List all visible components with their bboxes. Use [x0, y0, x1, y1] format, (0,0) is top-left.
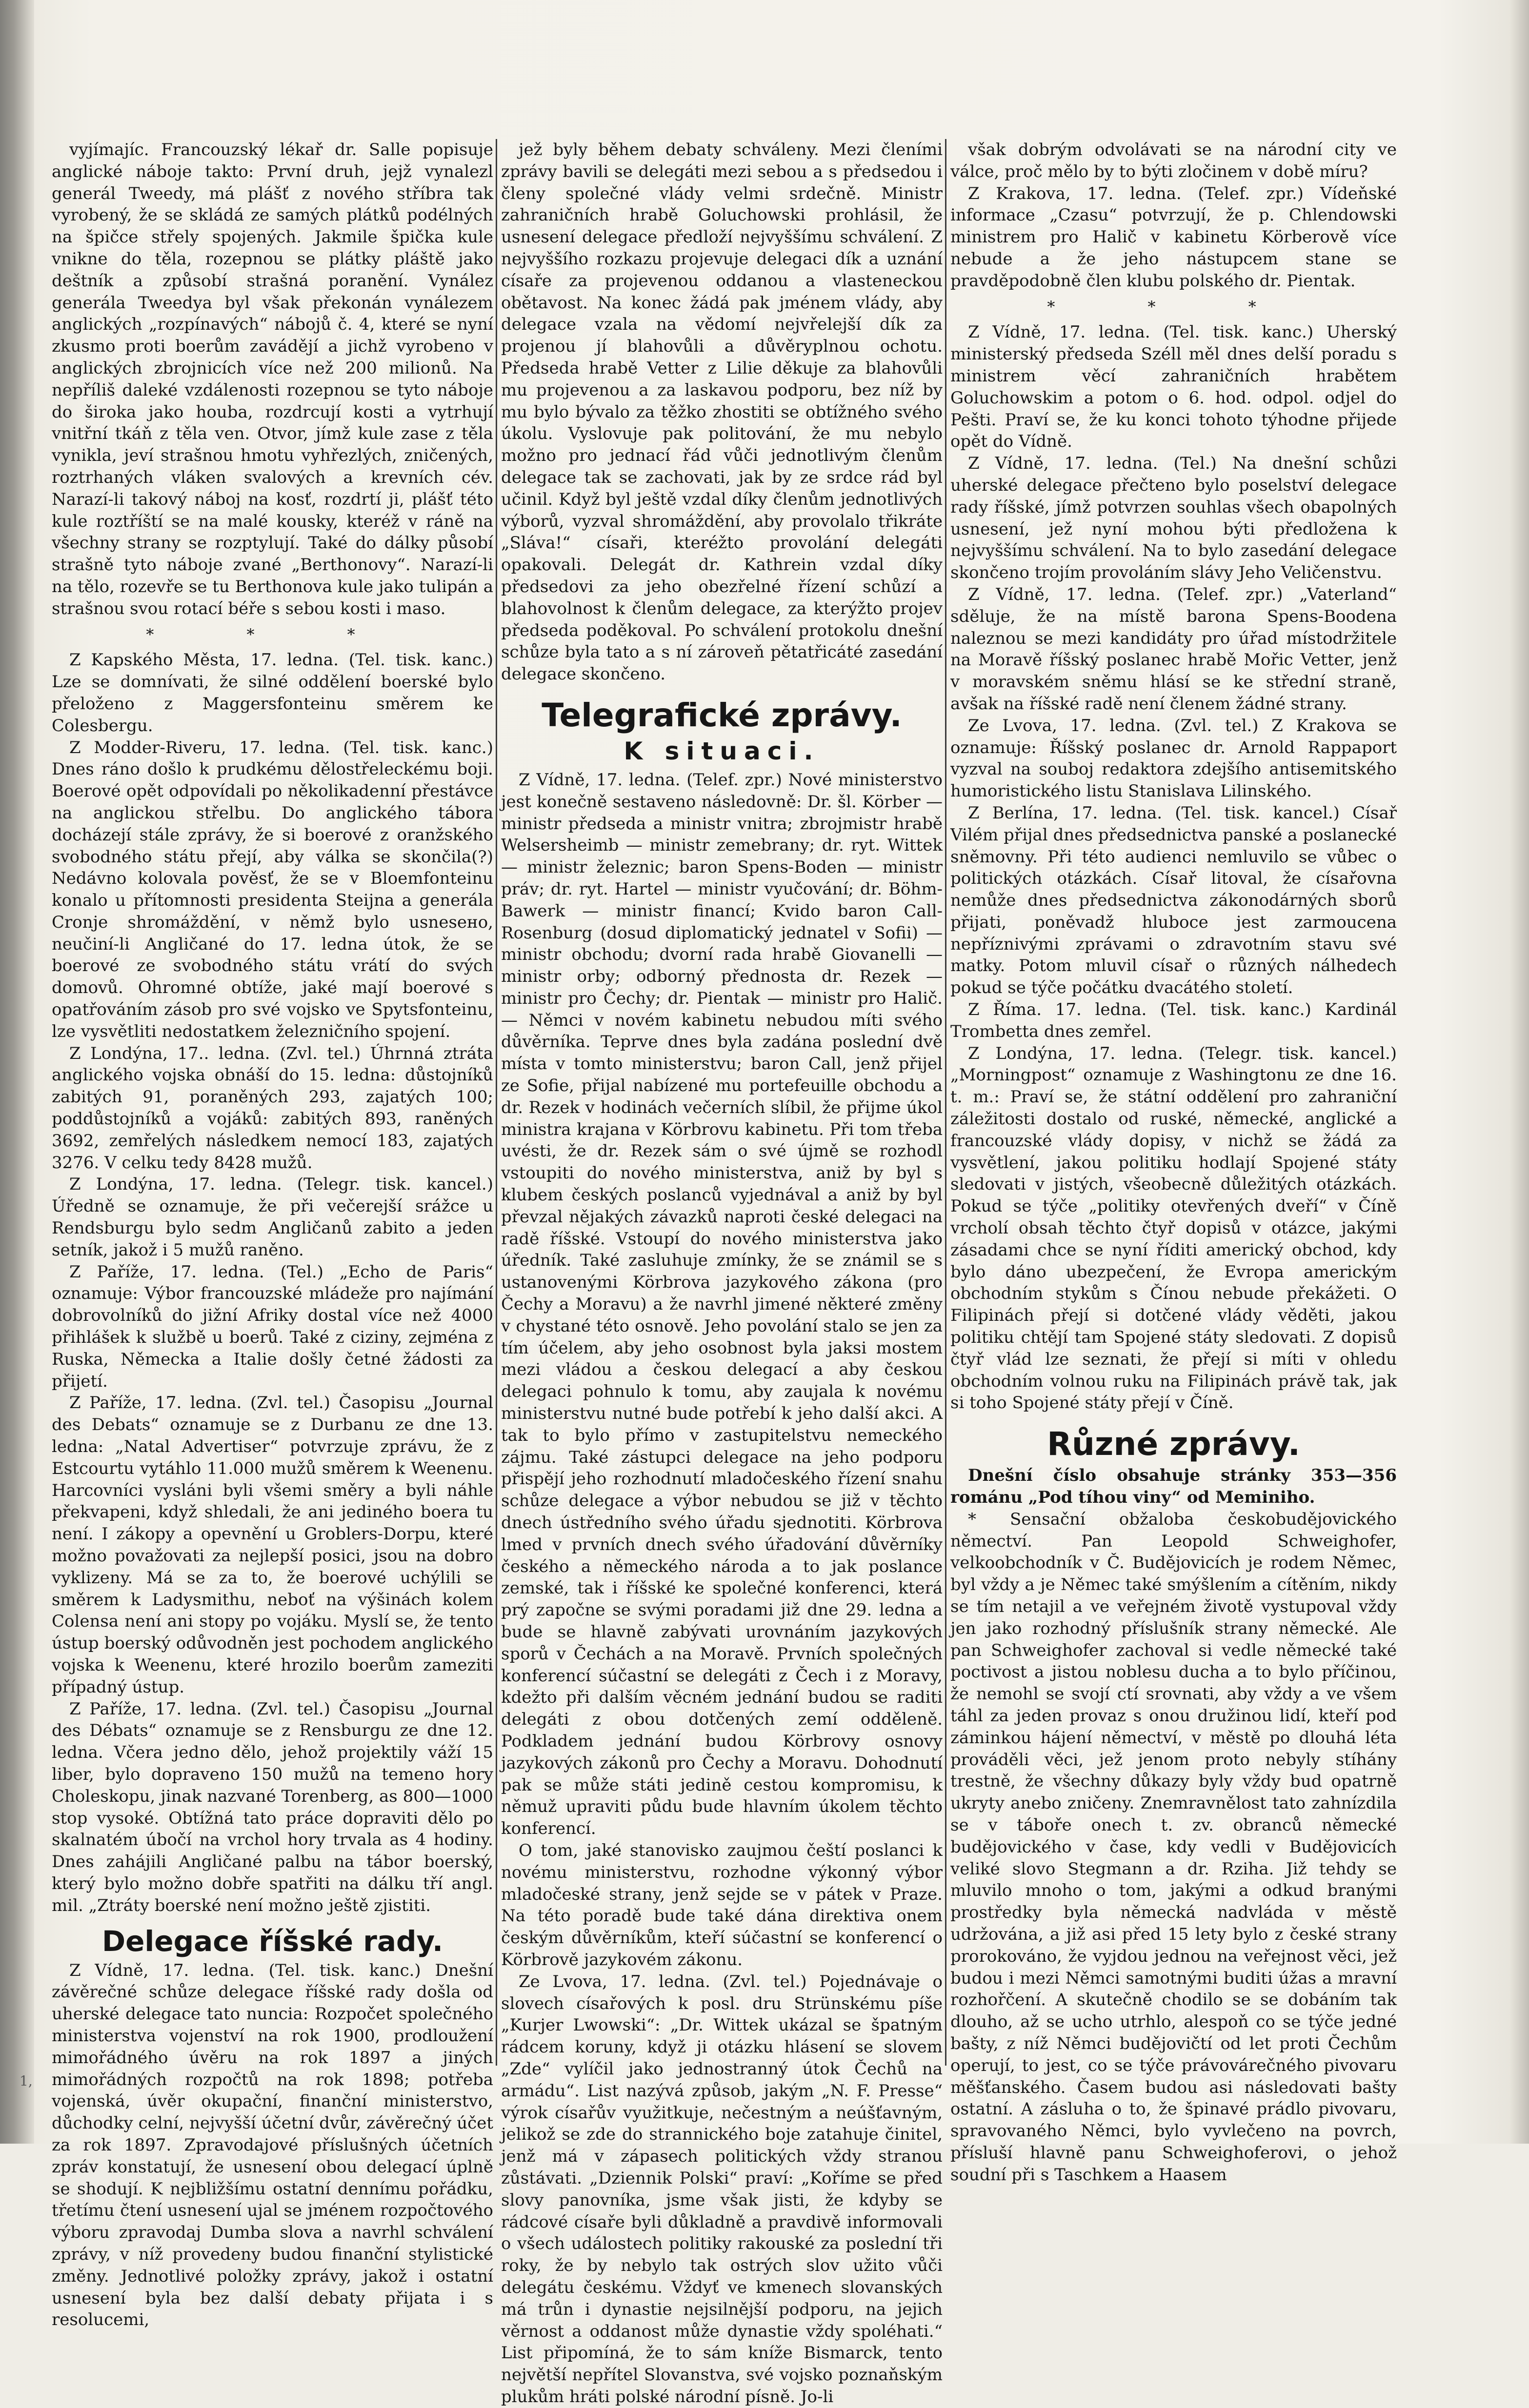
- article-paragraph: jež byly během debaty schváleny. Mezi členími zprávy bavili se delegáti mezi sebou a s předsedou i členy společné vlády velmi srdečně. Ministr zahraničních hrabě Goluchowski prohlásil, že usnesení delegace předloží nejvyššímu schválení. Z nejvyššího rozkazu projevuje delegaci dík a uznání císaře za projevenou oddanou a vlasteneckou obětavost. Na konec žádá pak jménem vlády, aby delegace vzala na vědomí nejvřelejší dík za projenou jí blahovůli a důvěryplnou ochotu. Předseda hrabě Vetter z Lilie děkuje za blahovůli mu projevenou a za laskavou podporu, bez níž by mu bylo bývalo za těžko zhostiti se obtížného svého úkolu. Vyslovuje pak politování, že mu nebylo možno pro jednací řád vůči jednotlivým členům delegace tak se zachovati, jak by ze srdce rád byl učinil. Když byl ještě vzdal díky členům jednotlivých výborů, vyzval shromáždění, aby provolalo třikráte „Sláva!“ císaři, kteréžto provolání delegáti opakovali. Delegát dr. Kathrein vzdal díky předsedovi za jeho obezřelné řízení schůzí a blahovolnost k členům delegace, za kterýžto projev předseda poděkoval. Po schválení protokolu dnešní schůze byla tato a s ní zároveň pětatřicáté zasedání delegace skončeno.: [501, 140, 943, 684]
- news-item: Z Krakova, 17. ledna. (Telef. zpr.) Vídeňské informace „Czasu“ potvrzují, že p. Chlendowski ministrem pro Halič v kabinetu Körberově více nebude a že jeho nástupcem stane se pravděpodobně člen klubu polského dr. Pientak.: [950, 183, 1397, 291]
- news-item: Z Vídně, 17. ledna. (Tel. tisk. kanc.) Uherský ministerský předseda Széll měl dnes delší poradu s ministrem věcí zahraničních hrabětem Goluchowskim a potom o 6. hod. odpol. odjel do Pešti. Praví se, že ku konci tohoto týhodne přijede opět do Vídně.: [950, 322, 1397, 452]
- page-edge-shadow-right: [1509, 0, 1529, 2144]
- page-edge-shadow-left: [0, 0, 34, 2144]
- section-heading: Delegace říšské rady.: [101, 1924, 443, 1958]
- news-item: Z Říma. 17. ledna. (Tel. tisk. kanc.) Kardinál Trombetta dnes zemřel.: [950, 1000, 1397, 1041]
- article-paragraph: vyjímajíc. Francouzský lékař dr. Salle popisuje anglické náboje takto: První druh, jejž vynalezl generál Tweedy, má plášť z nového stříbra tak vyrobený, že se skládá ze samých plátků podélných na špičce střely spojených. Jakmile špička kule vnikne do těla, rozepnou se plátky pláště jako deštník a způsobí strašná poranění. Vynález generála Tweedya byl však překonán vynálezem anglických „rozpínavých“ nábojů č. 4, které se nyní zkusmo proti boerům zavádějí a jichž vyrobeno v anglických zbrojnicích více než 200 milionů. Na nepříliš daleké vzdálenosti rozepnou se tyto náboje do široka jako houba, rozdrcují kosti a vytrhují vnitřní tkáň z těla ven. Otvor, jímž kule zase z těla vynikla, jeví strašnou hmotu vyhřezlých, zničených, roztrhaných vláken svalových a krevních cév. Narazí-li takový náboj na kosť, rozdrtí ji, plášť této kule roztříští se na malé kousky, kteréž v ráně na všechny strany se rozptylují. Také do dálky působí strašně tyto náboje zvané „Berthonovy“. Narazí-li na tělo, rozevře se tu Berthonova kule jako tulipán a strašnou svou rotací béře s sebou kosti i maso.: [52, 140, 493, 618]
- section-separator: * * *: [146, 625, 399, 644]
- section-heading: Telegrafické zprávy.: [542, 696, 902, 734]
- column-2: [501, 139, 943, 2407]
- article-paragraph: však dobrým odvolávati se na národní city ve válce, proč mělo by to býti zločinem v době míru?: [950, 140, 1397, 181]
- serial-novel-note: Dnešní číslo obsahuje stránky 353—356 románu „Pod tíhou viny“ od Meminiho.: [950, 1466, 1397, 1508]
- section-separator: * * *: [1047, 297, 1300, 316]
- section-heading: Různé zprávy.: [1047, 1425, 1300, 1463]
- news-item: Ze Lvova, 17. ledna. (Zvl. tel.) Z Krakova se oznamuje: Říšský poslanec dr. Arnold Rappaport vyzval na souboj redaktora zdejšího antisemitského humoristického listu Stanislava Lilinského.: [950, 716, 1397, 801]
- news-item: Z Vídně, 17. ledna. (Tel. tisk. kanc.) Dnešní závěrečné schůze delegace říšské rady došla od uherské delegace tato nuncia: Rozpočet společného ministerstva vojenství na rok 1900, prodloužení mimořádného úvěru na rok 1897 a jiných mimořádných rozpočtů na rok 1898; potřeba vojenská, úvěr okupační, finanční ministerstvo, důchodky celní, nejvyšší účetní dvůr, závěrečný účet za rok 1897. Zpravodajové příslušných účetních zpráv konstatují, že usnesení obou delegací úplně se shodují. K nejbližšímu ostatní dennímu pořádku, třetímu čtení usnesení ujal se jménem rozpočtového výboru zpravodaj Dumba slova a navrhl schválení zprávy, v níž provedeny budou finanční stylistické změny. Jednotlivé položky zprávy, jakož i ostatní usnesení byla bez další debaty přijata i s resolucemi,: [52, 1960, 493, 2330]
- news-item: Z Londýna, 17.. ledna. (Zvl. tel.) Úhrnná ztráta anglického vojska obnáší do 15. ledna: důstojníků zabitých 91, poraněných 293, zajatých 100; poddůstojníků a vojáků: zabitých 893, raněných 3692, zemřelých následkem nemocí 183, zajatých 3276. V celku tedy 8428 mužů.: [52, 1043, 493, 1173]
- news-item: Z Paříže, 17. ledna. (Zvl. tel.) Časopisu „Journal des Débats“ oznamuje se z Rensburgu ze dne 12. ledna. Včera jedno dělo, jehož projektily váží 15 liber, bylo dopraveno 150 mužů na temeno hory Choleskopu, jinak nazvané Torenberg, as 800—1000 stop vysoké. Obtížná tato práce dopraviti dělo po skalnatém úbočí na vrchol hory trvala as 4 hodiny. Dnes zahájili Angličané palbu na tábor boerský, který bylo možno dobře spatřiti na dálku tří angl. mil. „Ztráty boerské není možno ještě zjistiti.: [52, 1699, 493, 1915]
- column-3: [950, 139, 1397, 2185]
- column-1: [52, 139, 493, 2330]
- column-rule: [945, 139, 946, 2066]
- news-item: * Sensační obžaloba českobudějovického němectví. Pan Leopold Schweighofer, velkoobchodník v Č. Budějovicích je rodem Němec, byl vždy a je Němec také smýšlením a cítěním, nikdy se tím netajil a ve veřejném životě vystupoval vždy jen jako rozhodný příslušník strany německé. Ale pan Schweighofer zachoval si vedle německé také poctivost a jistou noblesu ducha a to bylo příčinou, že nemohl se svojí ctí srovnati, aby vždy a ve všem táhl za jeden provaz s onou družinou lidí, kteří pod záminkou hájení němectví, v městě po dlouhá léta prováděli věci, jež jenom proto nebyly stíhány trestně, že všechny důkazy byly vždy bud opatrně ukryty anebo zničeny. Znemravnělost tato zahnízdila se v táboře onech t. zv. obranců německé budějovického v čase, kdy vedli v Budějovicích veliké slovo Stegmann a dr. Rziha. Již tehdy se mluvilo mnoho o tom, jakými a odkud branými prostředky byla německá nadvláda v městě udržována, a již asi před 15 lety bylo z české strany prorokováno, že vyjdou jednou na veřejnost věci, jež budou i mezi Němci samotnými buditi úžas a mravní rozhořčení. A skutečně chodilo se se dobáním tak dlouho, až se ucho utrhlo, alespoň co se týče jedné bašty, z níž Němci budějovičtí od let proti Čechům operují, to jest, co se týče právovárečného pivovaru měšťanského. Časem budou asi následovati bašty ostatní. A zásluha o to, že špinavé prádlo pivovaru, spravovaného Němci, bylo vyvlečeno na povrch, přísluší hlavně panu Schweighoferovi, o jehož soudní při s Taschkem a Haasem: [950, 1509, 1397, 2185]
- column-rule: [496, 139, 497, 2066]
- news-item: O tom, jaké stanovisko zaujmou čeští poslanci k novému ministerstvu, rozhodne výkonný výbor mladočeské strany, jenž sejde se v pátek v Praze. Na této poradě bude také dána direktiva onem českým důvěrníkům, kteří súčastní se konferencí o Körbrově jazykovém zákonu.: [501, 1840, 943, 1970]
- news-item: Z Londýna, 17. ledna. (Telegr. tisk. kancel.) Úředně se oznamuje, že při večerejší srážce u Rendsburgu bylo sedm Angličanů zabito a jeden setník, jakož i 5 mužů raněno.: [52, 1174, 493, 1260]
- news-item: Z Paříže, 17. ledna. (Zvl. tel.) Časopisu „Journal des Debats“ oznamuje se z Durbanu ze dne 13. ledna: „Natal Advertiser“ potvrzuje zprávu, že z Estcourtu vytáhlo 11.000 mužů směrem k Weenenu. Harcovníci vysláni byli všemi směry a byli náhle překvapeni, když shledali, že ani jediného boera tu není. I zákopy a opevnění u Groblers-Dorpu, které možno považovati za nejlepší posici, jsou na dobro vyklizeny. Má se za to, že boerové uchýlili se směrem k Ladysmithu, neboť na výšinách kolem Colensa není ani stopy po vojáku. Myslí se, že tento ústup boerský odůvodněn jest pochodem anglického vojska k Weenenu, které hrozilo boerům zameziti případný ústup.: [52, 1393, 493, 1697]
- news-item: Z Modder-Riveru, 17. ledna. (Tel. tisk. kanc.) Dnes ráno došlo k prudkému dělostřeleckému boji. Boerové opět odpovídali po několikadenní přestávce na anglickou střelbu. Do anglického tábora docházejí stále zprávy, že si boerové z oranžského svobodného státu přejí, aby válka se skončila(?) Nedávno kolovala pověsť, že se v Bloemfonteinu konalo u přítomnosti presidenta Steijna a generála Cronje shromáždění, v němž bylo usnesено, neučiní-li Angličané do 17. ledna útok, že se boerové ze svobodného státu vrátí do svých domovů. Ohromné obtíže, jaké mají boerové s opatřováním zásob pro své vojsko ve Spytsfonteinu, lze vysvětliti nedostatkem železničního spojení.: [52, 737, 493, 1041]
- news-item: Z Vídně, 17. ledna. (Telef. zpr.) Nové ministerstvo jest konečně sestaveno následovně: Dr. šl. Körber — ministr předseda a ministr vnitra; zbrojmistr hrabě Welsersheimb — ministr zemebrany; dr. ryt. Wittek — ministr železnic; baron Spens-Boden — ministr práv; dr. ryt. Hartel — ministr vyučování; dr. Böhm-Bawerk — ministr financí; Kvido baron Call-Rosenburg (dosud diplomatický jednatel v Sofii) — ministr obchodu; dvorní rada hrabě Giovanelli — ministr orby; odborný přednosta dr. Rezek — ministr pro Čechy; dr. Pientak — ministr pro Halič. — Němci v novém kabinetu nebudou míti svého důvěrníka. Teprve dnes byla zadána poslední dvě místa v tomto ministerstvu; baron Call, jenž přijel ze Sofie, přijal nabízené mu portefeuille obchodu a dr. Rezek v hodinách večerních slíbil, že přijme úkol ministra krajana v Körbrovu kabinetu. Při tom třeba uvésti, že dr. Rezek sám o své újmě se rozhodl vstoupiti do nového ministerstva, aniž by byl s klubem českých poslanců vyjednával a aniž by byl převzal nějakých závazků naproti české delegaci na radě říšské. Vstoupí do nového ministerstva jako úředník. Také zasluhuje zmínky, že se známil se s ustanovenými Körbrova jazykového zákona (pro Čechy a Moravu) a že navrhl jimené některé změny v chystané této osnově. Jeho povolání stalo se jen za tím účelem, aby jeho osobnost byla jaksi mostem mezi vládou a českou delegací a aby českou delegaci pohnulo k tomu, aby zaujala k novému ministerstvu nutné bude potřebí k jeho další akci. A tak to bylo přímo v zastupitelstvu nemeckého zájmu. Také zástupci delegace na jeho podporu přispějí jeho rozhodnutí mladočeského řízení snahu schůze delegace a výbor nebudou se již v těchto dnech ústředního svého úřadu sjednotiti. Körbrova lmed v prvních dnech svého úřadování důvěrníky českého a německého národa a to jak poslance zemské, tak i říšské ke společné konferenci, která prý započne se svými poradami již dne 29. ledna a bude se hlavně zabývati urovnáním jazykových sporů v Čechách a na Moravě. Prvních společných konferencí súčastní se delegáti z Čech i z Moravy, kdežto při dalším věcném jednání budou se raditi delegáti z obou dotčených zemí odděleně. Podkladem jednání budou Körbrovy osnovy jazykových zákonů pro Čechy a Moravu. Dohodnutí pak se může státi jedině cestou kompromisu, k němuž upraviti půdu bude hlavním úkolem těchto konferencí.: [501, 770, 943, 1839]
- news-item: Z Londýna, 17. ledna. (Telegr. tisk. kancel.) „Morningpost“ oznamuje z Washingtonu ze dne 16. t. m.: Praví se, že státní oddělení pro zahraniční záležitosti dostalo od ruské, německé, anglické a francouzské vlády dopisy, v nichž se žádá za vysvětlení, jakou politiku hodlají Spojené státy sledovati v jistých, všeobecně důležitých otázkách. Pokud se týče „politiky otevřených dveří“ v Číně vrcholí obsah těchto čtyř dopisů v otázce, jakými zásadami chce se nyní říditi americký obchod, kdy bylo dáno ubezpečení, že Evropa americkým obchodním stykům s Čínou nebude překážeti. O Filipinách přejí si dotčené vlády věděti, jakou politiku chtějí tam Spojené státy sledovati. Z dopisů čtyř vlád lze seznati, že přejí si míti v ohledu obchodním volnou ruku na Filipinách právě tak, jak si toho Spojené státy přejí v Číně.: [950, 1043, 1397, 1413]
- news-item: Z Vídně, 17. ledna. (Telef. zpr.) „Vaterland“ sděluje, že na místě barona Spens-Boodena naleznou se mezi kandidáty pro úřad místodržitele na Moravě říšský poslanec hrabě Mořic Vetter, jenž v moravském sněmu hlásí se ke střední straně, avšak na říšské radě není členem žádné strany.: [950, 584, 1397, 714]
- news-item: Z Berlína, 17. ledna. (Tel. tisk. kancel.) Císař Vilém přijal dnes předsednictva panské a poslanecké sněmovny. Při této audienci nemluvilo se vůbec o politických otázkách. Císař litoval, že císařovna nemůže dnes předsednictva zákonodárných sborů přijati, poněvadž hluboce jest zarmoucena nepříznivými zprávami o zdravotním stavu své matky. Potom mluvil císař o různých nálhedech pokud se týče počátku dvacátého století.: [950, 803, 1397, 998]
- news-item: Z Paříže, 17. ledna. (Tel.) „Echo de Paris“ oznamuje: Výbor francouzské mládeže pro najímání dobrovolníků do jižní Afriky dostal více než 4000 přihlášek k službě u boerů. Také z ciziny, zejména z Ruska, Německa a Italie došly četné žádosti za přijetí.: [52, 1262, 493, 1391]
- page-corner-mark: 1,: [20, 2073, 33, 2089]
- section-subheading: K situaci.: [624, 736, 820, 765]
- news-item: Ze Lvova, 17. ledna. (Zvl. tel.) Pojednávaje o slovech císařových k posl. dru Strünskému píše „Kurjer Lwowski“: „Dr. Wittek ukázal se špatným rádcem koruny, když ji otázku hlásení se slovem „Zde“ vylíčil jako jednostranný útok Čechů na armádu“. List nazývá způsob, jakým „N. F. Presse“ výrok císařův využitkuje, nečestným a neúšťavným, jelikož se zde do strannického boje zatahuje činitel, jenž má v zápasech politických vždy stranou zůstávati. „Dziennik Polski“ praví: „Koříme se před slovy panovníka, jsme však jisti, že kdyby se rádcové císaře byli důkladně a pravdivě informovali o všech událostech politiky rakouské za poslední tři roky, že by nebylo tak ostrých slov užito vůči delegátu českému. Vždyť ve kmenech slovanských má trůn i dynastie nejsilnější podporu, na jejich věrnost a oddanost může dynastie vždy spoléhati.“ List připomíná, že to sám kníže Bismarck, tento největší nepřítel Slovanstva, své vojsko poznaňským plukům hráti polské národní písně. Jo-li: [501, 1971, 943, 2407]
- news-item: Z Vídně, 17. ledna. (Tel.) Na dnešní schůzi uherské delegace přečteno bylo poselství delegace rady říšské, jímž potvrzen souhlas všech obapolných usnesení, jež nyní mohou býti předložena k nejvyššímu schválení. Na to bylo zasedání delegace skončeno trojím provoláním slávy Jeho Veličenstvu.: [950, 454, 1397, 583]
- news-item: Z Kapského Města, 17. ledna. (Tel. tisk. kanc.) Lze se domnívati, že silné oddělení boerské bylo přeloženo z Maggersfonteinu směrem ke Colesbergu.: [52, 650, 493, 736]
